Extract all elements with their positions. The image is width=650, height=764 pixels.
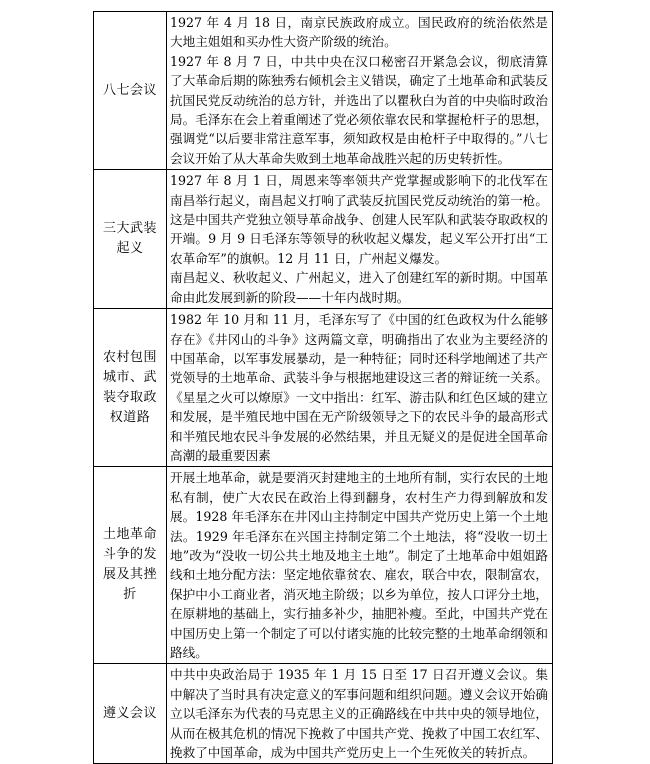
row-paragraph: 1927 年 4 月 18 日，南京民族政府成立。国民政府的统治依然是大地主姐姐和买办性大资产阶级的统治。 [170,15,548,50]
row-content [167,170,553,309]
row-content [167,664,553,764]
row-label: 农村包围城市、武装夺取政权道路 [94,309,167,467]
row-paragraph: 1927 年 8 月 1 日，周恩来等率领共产党掌握或影响下的北伐军在南昌举行起义，南昌起义打响了武装反抗国民党反动统治的第一枪。这是中国共产党独立领导革命战争、创建人民军队和武装夺取政权的开端。9 月 9 日毛泽东等领导的秋收起义爆发，起义军公开打出“工农革命军”的旗帜。12 月 11 日，广州起义爆发。 [170,173,548,266]
table-row [94,12,553,170]
row-label: 八七会议 [94,12,167,170]
row-paragraph: 中共中央政治局于 1935 年 1 月 15 日至 17 日召开遵义会议。集中解决了当时具有决定意义的军事问题和组织问题。遵义会议开始确立以毛泽东为代表的马克思主义的正确路线在中共中央的领导地位，从而在极其危机的情况下挽救了中国共产党、挽救了中国工农红军、挽救了中国革命，成为中国共产党历史上一个生死攸关的转折点。 [170,667,548,761]
table-row [94,309,553,467]
row-content [167,12,553,170]
row-paragraph: 南昌起义、秋收起义、广州起义，进入了创建红军的新时期。中国革命由此发展到新的阶段——十年内战时期。 [170,270,548,305]
row-paragraph: 开展土地革命，就是要消灭封建地主的土地所有制，实行农民的土地私有制，使广大农民在政治上得到翻身，农村生产力得到解放和发展。1928 年毛泽东在井冈山主持制定中国共产党历史上第一个土地法。1929 年毛泽东在兴国主持制定第二个土地法，将“没收一切土地”改为“没收一切公共土地及地主土地”。制定了土地革命中姐姐路线和土地分配方法：坚定地依靠贫农、雇农，联合中农，限制富农，保护中小工商业者，消灭地主阶级；以乡为单位，按人口评分土地，在原耕地的基础上，实行抽多补少，抽肥补瘦。至此，中国共产党在中国历史上第一个制定了可以付诸实施的比较完整的土地革命纲领和路线。 [170,470,548,660]
row-content [167,467,553,664]
row-label: 土地革命斗争的发展及其挫折 [94,467,167,664]
row-label: 三大武装起义 [94,170,167,309]
row-content [167,309,553,467]
row-label: 遵义会议 [94,664,167,764]
table-row [94,170,553,309]
history-table [93,11,553,764]
table-row [94,664,553,764]
table-row [94,467,553,664]
row-paragraph: 1982 年 10 月和 11 月，毛泽东写了《中国的红色政权为什么能够存在》《井冈山的斗争》这两篇文章，明确指出了农业为主要经济的中国革命，以军事发展暴动，是一种特征；同时还科学地阐述了共产党领导的土地革命、武装斗争与根据地建设这三者的辩证统一关系。《星星之火可以燎原》一文中指出：红军、游击队和红色区域的建立和发展，是半殖民地中国在无产阶级领导之下的农民斗争的最高形式和半殖民地农民斗争发展的必然结果，并且无疑义的是促进全国革命高潮的最重要因素 [170,312,548,463]
row-paragraph: 1927 年 8 月 7 日，中共中央在汉口秘密召开紧急会议，彻底清算了大革命后期的陈独秀右倾机会主义错误，确定了土地革命和武装反抗国民党反动统治的总方针，并选出了以瞿秋白为首的中央临时政治局。毛泽东在会上着重阐述了党必须依靠农民和掌握枪杆子的思想，强调党“以后要非常注意军事，须知政权是由枪杆子中取得的。”八七会议开始了从大革命失败到土地革命战胜兴起的历史转折性。 [170,53,548,166]
